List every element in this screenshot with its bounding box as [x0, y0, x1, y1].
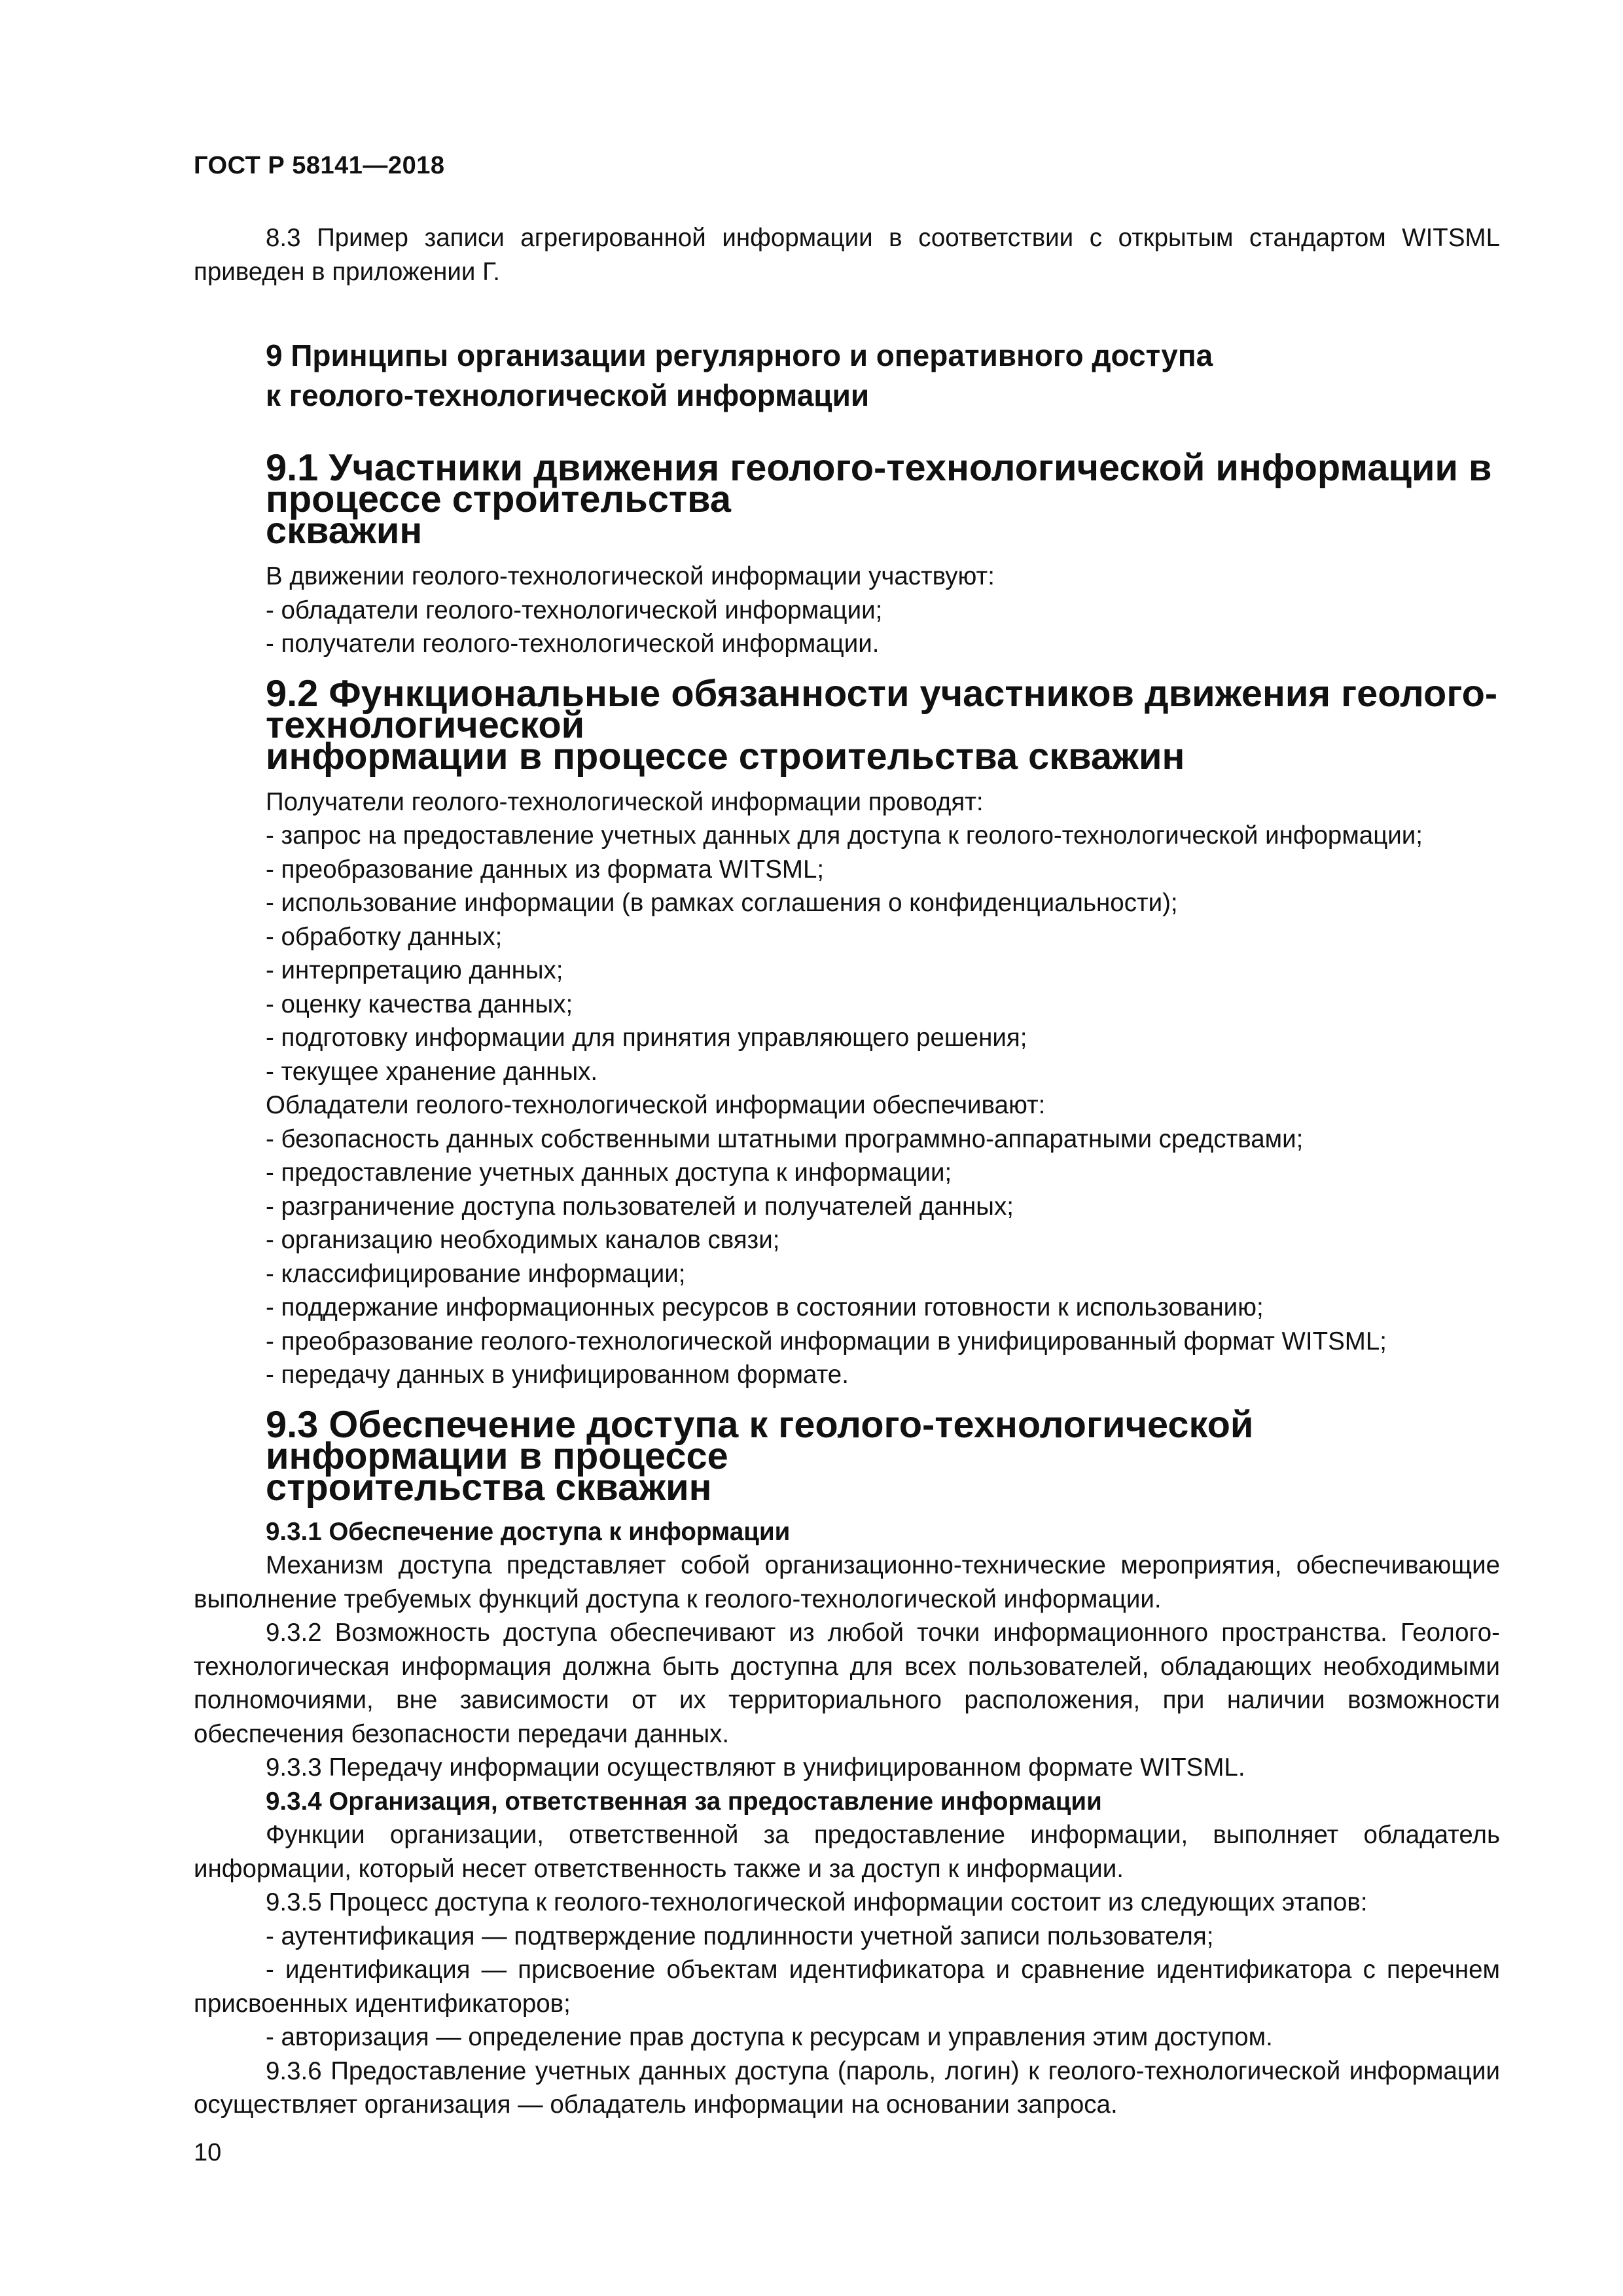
list-item: - идентификация — присвоение объектам идентификатора и сравнение идентификатора с перечнем присвоенных идентификаторов; — [194, 1956, 1500, 2018]
list-item: - предоставление учетных данных доступа к информации; — [266, 1158, 952, 1187]
list-item: - оценку качества данных; — [266, 990, 573, 1018]
section-9-3-6-text: 9.3.6 Предоставление учетных данных доступа (пароль, логин) к геолого-технологической информации осуществляет организация — обладатель информации на основании запроса. — [194, 2056, 1500, 2119]
list-item: - интерпретацию данных; — [266, 956, 563, 984]
section-9-3-1-title: 9.3.1 Обеспечение доступа к информации — [266, 1517, 791, 1546]
section-9-3-4-text: Функции организации, ответственной за предоставление информации, выполняет обладатель информации, который несет ответственность также и за доступ к информации. — [194, 1821, 1500, 1883]
section-9-1-title-line2: скважин — [266, 510, 423, 552]
section-9-1-list — [194, 594, 1500, 661]
list-item: - авторизация — определение прав доступа к ресурсам и управления этим доступом. — [266, 2023, 1273, 2051]
section-9-3-title-line2: строительства скважин — [266, 1466, 712, 1509]
document-body — [194, 221, 1500, 2122]
list-item: - аутентификация — подтверждение подлинности учетной записи пользователя; — [266, 1922, 1214, 1950]
recipients-intro: Получатели геолого-технологической информации проводят: — [266, 787, 984, 816]
list-item: - подготовку информации для принятия управляющего решения; — [266, 1024, 1027, 1052]
list-item: - безопасность данных собственными штатными программно-аппаратными средствами; — [266, 1124, 1304, 1153]
list-item: - разграничение доступа пользователей и получателей данных; — [266, 1192, 1014, 1221]
list-item: - преобразование данных из формата WITSML; — [266, 855, 825, 884]
recipients-list — [194, 819, 1500, 1088]
owners-intro: Обладатели геолого-технологической информации обеспечивают: — [266, 1091, 1046, 1119]
section-9-2-title-line2: информации в процессе строительства скважин — [266, 735, 1185, 778]
section-9-1-intro: В движении геолого-технологической информации участвуют: — [266, 562, 995, 590]
section-9-2-title — [194, 672, 1500, 778]
page-number: 10 — [194, 2139, 222, 2166]
document-header: ГОСТ Р 58141—2018 — [194, 152, 445, 179]
section-9-1-title-line1: 9.1 Участники движения геолого-технологической информации в процессе строительства — [266, 447, 1492, 520]
section-9-3-5-text: 9.3.5 Процесс доступа к геолого-технологической информации состоит из следующих этапов: — [266, 1888, 1368, 1916]
list-item: - классифицирование информации; — [266, 1259, 686, 1288]
section-9-title — [194, 336, 1500, 416]
section-9-3-4-title: 9.3.4 Организация, ответственная за предоставление информации — [266, 1787, 1102, 1816]
section-9-2-title-line1: 9.2 Функциональные обязанности участников движения геолого-технологической — [266, 672, 1498, 746]
section-9-1-title — [194, 447, 1500, 552]
section-9-title-line1: 9 Принципы организации регулярного и оперативного доступа — [266, 338, 1213, 372]
section-9-3-3-text: 9.3.3 Передачу информации осуществляют в унифицированном формате WITSML. — [266, 1753, 1245, 1782]
list-item: - обработку данных; — [266, 922, 503, 951]
list-item: - использование информации (в рамках соглашения о конфиденциальности); — [266, 889, 1178, 917]
paragraph-8-3: 8.3 Пример записи агрегированной информации в соответствии с открытым стандартом WITSML приведен в приложении Г. — [194, 224, 1500, 286]
list-item: - получатели геолого-технологической информации. — [266, 630, 880, 658]
list-item: - передачу данных в унифицированном формате. — [266, 1361, 849, 1389]
section-9-3-title-line1: 9.3 Обеспечение доступа к геолого-технологической информации в процессе — [266, 1403, 1254, 1477]
list-item: - обладатели геолого-технологической информации; — [266, 596, 883, 624]
section-9-3-2-text: 9.3.2 Возможность доступа обеспечивают из любой точки информационного пространства. Геолого-технологическая информация должна быть доступна для всех пользователей, обладающих необходимыми полномочиями, вне зависимости от их территориального расположения, при наличии возможности обеспечения безопасности передачи данных. — [194, 1619, 1500, 1748]
section-9-3-title — [194, 1403, 1500, 1509]
list-item: - поддержание информационных ресурсов в состоянии готовности к использованию; — [266, 1293, 1264, 1321]
section-9-3-1-text: Механизм доступа представляет собой организационно-технические мероприятия, обеспечивающие выполнение требуемых функций доступа к геолого-технологической информации. — [194, 1551, 1500, 1613]
list-item: - преобразование геолого-технологической информации в унифицированный формат WITSML; — [266, 1327, 1387, 1355]
section-9-title-line2: к геолого-технологической информации — [266, 378, 870, 412]
list-item: - организацию необходимых каналов связи; — [266, 1226, 780, 1254]
list-item: - запрос на предоставление учетных данных для доступа к геолого-технологической информации; — [266, 821, 1423, 850]
owners-list — [194, 1122, 1500, 1392]
list-item: - текущее хранение данных. — [266, 1057, 598, 1086]
